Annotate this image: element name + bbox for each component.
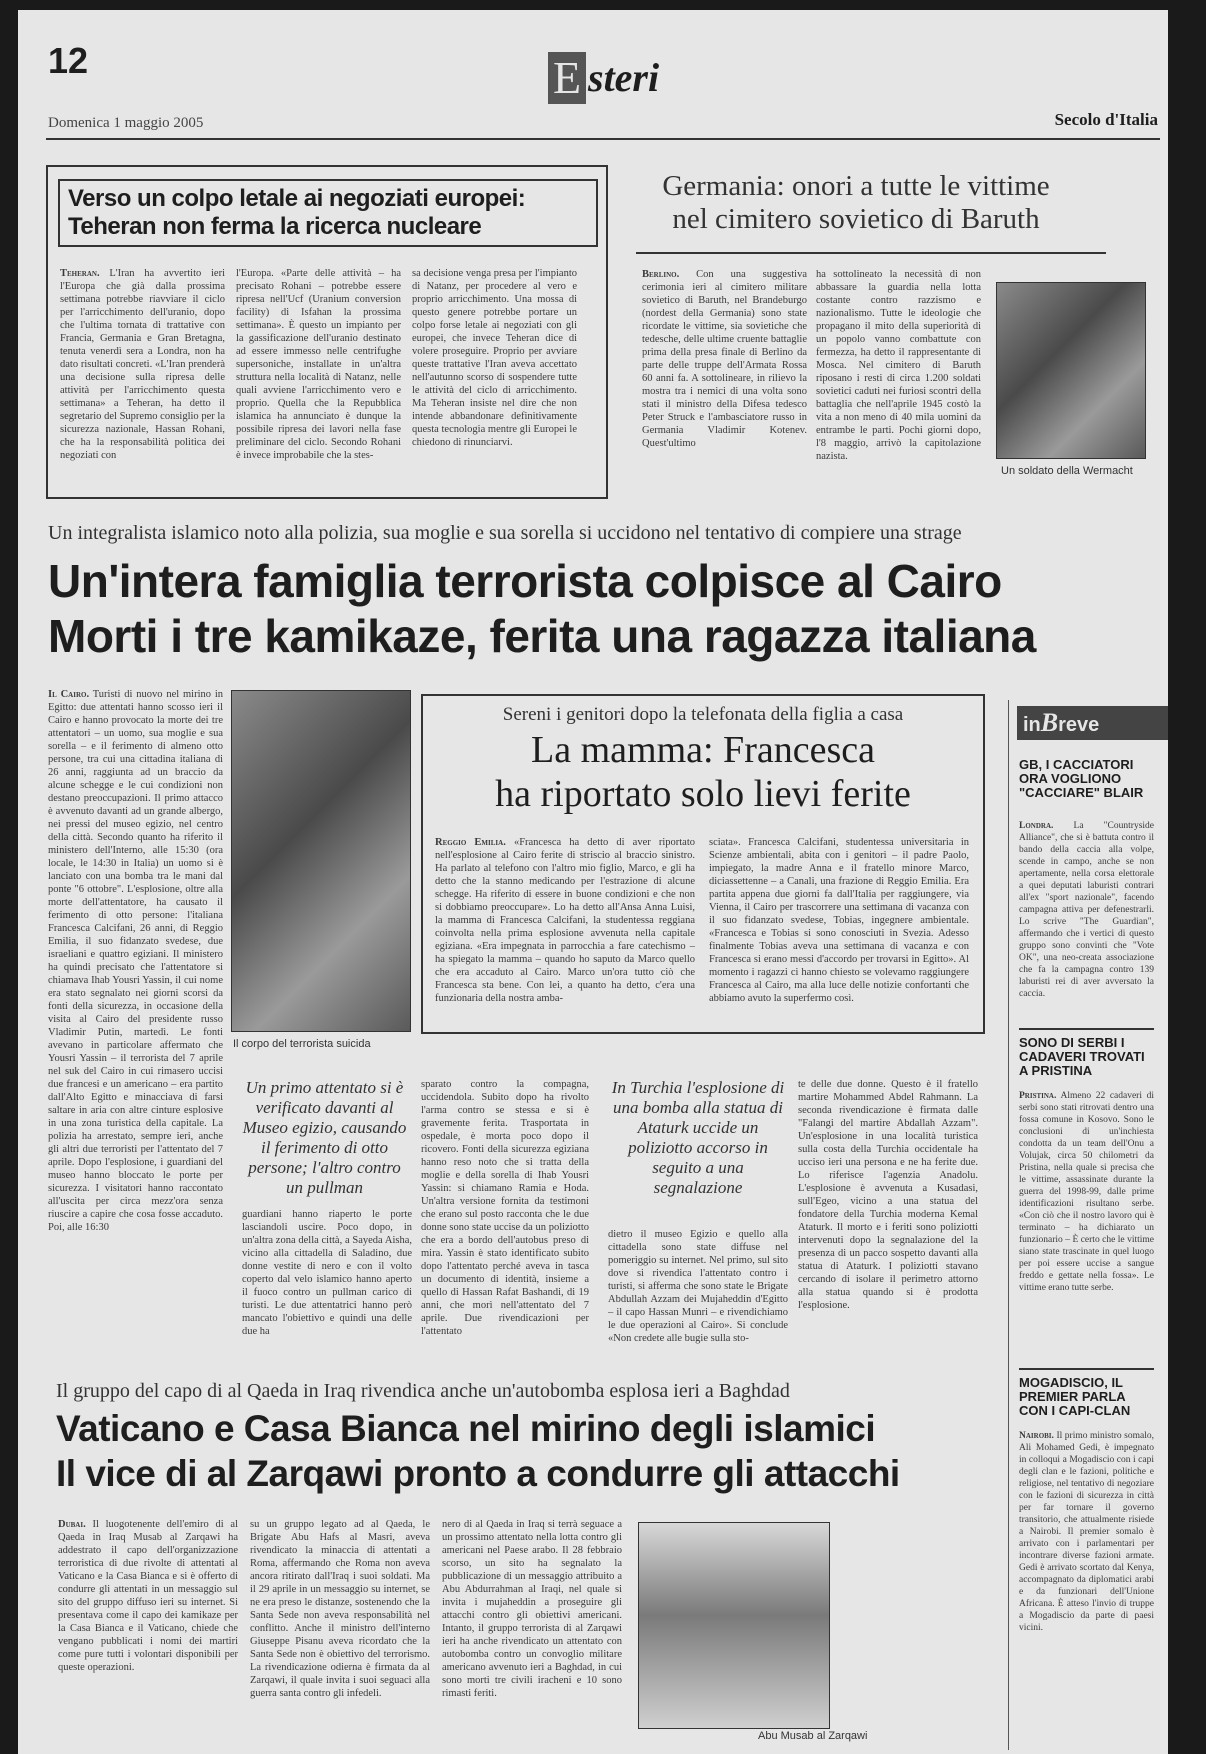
soldier-photo — [996, 282, 1146, 459]
cairo-dateline: Il Cairo. — [48, 689, 90, 700]
cairo-title-line2: Morti i tre kamikaze, ferita una ragazza italiana — [48, 610, 1036, 662]
brief-3-body: Il primo ministro somalo, Ali Mohamed Gedi, è impegnato in colloqui a Mogadiscio con i capi degli clan e le fazioni, politiche e religiose, nel tentativo di negoziare con le fazioni di sicurezza in città per far tornare il governo transitorio, che attualmente risiede a Nairobi. Il premier somalo è arrivato con i parlamentari per incontrare diverse fazioni armate. Gedi è arrivato scortato dal Kenya, accompagnato da diplomatici arabi e da funzionari dell'Unione Africana. È atteso l'invio di truppe a Mogadiscio da parte di paesi vicini. — [1019, 1431, 1154, 1633]
soldier-photo-caption: Un soldato della Wermacht — [1001, 465, 1133, 477]
germania-article — [616, 170, 1146, 495]
terrorist-photo-caption: Il corpo del terrorista suicida — [233, 1038, 371, 1050]
cairo-col-b: sparato contro la compagna, uccidendola. Subito dopo ha rivolto l'arma contro se stessa e si è gravemente ferita. Trasportata in ospedale, è morta poco dopo il ricovero. Fonti della sicurezza egiziana hanno reso noto che si tratta della moglie e della sorella di Ihab Yousri Yassin: si chiamano Ramia e Hoda. Un'altra versione fornita da testimoni che erano sul posto racconta che le due donne sono state uccise da un poliziotto che era a bordo dell'autobus preso di mira. Yassin è stato identificato subito dopo l'attentato perché aveva in tasca un documento di identità, insieme a quello di Hassan Rafat Bashandi, di 19 anni, che morì nell'attentato del 7 aprile. Due rivendicazioni per l'attentato — [421, 1079, 589, 1337]
zarqawi-col-3: nero di al Qaeda in Iraq si terrà seguace a un prossimo attentato nella lotta contro gli americani nel Paese arabo. Il 28 febbraio scorso, un sito ha segnalato la pubblicazione di un messaggio attribuito a Abu Abdurrahman al Iraqi, nel quale si invita i mujaheddin a proseguire gli attacchi contro gli obiettivi americani. Intanto, il gruppo terrorista di al Zarqawi ieri ha anche rivendicato un attentato con autobomba contro un convoglio militare americano avvenuto ieri a Baghdad, in cui sono morti tre civili iracheni e 10 sono rimasti feriti. — [442, 1519, 622, 1699]
section-logo-initial: E — [548, 52, 586, 104]
iran-col-1 — [60, 267, 225, 489]
newspaper-name: Secolo d'Italia — [1054, 110, 1158, 129]
francesca-kicker: Sereni i genitori dopo la telefonata della figlia a casa — [502, 704, 904, 725]
brief-2-text — [1019, 1090, 1154, 1360]
germania-title: Germania: onori a tutte le vittime nel cimitero sovietico di Baruth — [662, 170, 1050, 235]
cairo-col-1 — [48, 688, 223, 1348]
brief-1-dateline: Londra. — [1019, 821, 1054, 831]
briefs-logo-b: B — [1040, 708, 1059, 737]
zarqawi-col-1 — [58, 1518, 238, 1748]
cairo-col-c: dietro il museo Egizio e quello alla cittadella sono state diffuse nel pomeriggio su internet. Nel primo, sul sito dove si rivendica l'attentato contro i turisti, si afferma che sono state le Brigate Abdullah Azzam dei Mujaheddin d'Egitto – il capo Hassan Munri – e rivendichiamo le due operazioni al Cairo». Si conclude «Non credete alle bugie sulla sto- — [608, 1229, 788, 1344]
brief-divider-2 — [1019, 1368, 1154, 1370]
briefs-logo — [1017, 706, 1168, 740]
zarqawi-text-1: Il luogotenente dell'emiro di al Qaeda in Iraq Musab al Zarqawi ha addestrato il capo dell'organizzazione terroristica di due rivolte di attentati al Vaticano e la Casa Bianca e si è offerto di condurre gli attentati in un messaggio sul sito del gruppo diffuso ieri su internet. Si presentava come il capo dei kamikaze per la Casa Bianca e il Vaticano, chiede che vengano pubblicati i nomi dei martiri come pure tutti i volontari disponibili per queste operazioni. — [58, 1519, 238, 1673]
germania-text-1: Con una suggestiva cerimonia ieri al cimitero militare sovietico di Baruth, nel Brandeburgo (nordest della Germania) sono state ricordate le vittime, sia sovietiche che tedesche, delle ultime cruente battaglie prima della presa finale di Berlino da parte delle truppe dell'Armata Rossa 60 anni fa. A sottolineare, in rilievo la mostra tra i nemici di una volta sono stati il ministro della Difesa tedesco Peter Struck e l'ambasciatore russo in Germania Vladimir Kotenev. Quest'ultimo — [642, 269, 807, 449]
brief-1-text — [1019, 820, 1154, 1020]
zarqawi-kicker: Il gruppo del capo di al Qaeda in Iraq rivendica anche un'autobomba esplosa ieri a Baghdad — [56, 1380, 790, 1402]
cairo-col-d: te delle due donne. Questo è il fratello martire Mohammed Abdel Rahmann. La seconda rivendicazione è firmata dalle "Falangi del martire Abdallah Azzam". Un'esplosione in una località turistica sulla costa della Turchia occidentale ha ucciso ieri una persona e ne ha ferite due. Lo riferisce l'agenzia Anadolu. L'esplosione è avvenuta a Kusadasi, sull'Egeo, vicino a una statua del fondatore della Turchia moderna Kemal Ataturk. Il morto e i feriti sono poliziotti intervenuti dopo la segnalazione del la presenza di un pacco sospetto davanti alla statua di Ataturk. I poliziotti stavano cercando di isolare il perimetro attorno alla statua quando si è prodotta l'esplosione. — [798, 1079, 978, 1311]
brief-2-body: Almeno 22 cadaveri di serbi sono stati ritrovati dentro una fossa comune in Kosovo. Sono le conclusioni di un'inchiesta condotta da un team dell'Onu a Volujak, circa 50 chilometri da Pristina, nella quale si precisa che le vittime, assassinate durante la guerra del 1998-99, dalle prime identificazioni risultano serbe. «Con ciò che il nostro lavoro qui è terminato – ha dichiarato un funzionario – È certo che le vittime siano state trascinate in quel luogo per poi essere uccise a sangue freddo e gettate nella fossa». Le vittime erano tutte serbe. — [1019, 1091, 1154, 1293]
zarqawi-dateline: Dubai. — [58, 1519, 86, 1530]
francesca-text-1: «Francesca ha detto di aver riportato nell'esplosione al Cairo ferite di striscio al braccio sinistro. Ha parlato al telefono con l'altro mio figlio, Marco, e gli ha detto che la stanno medicando per l'estrazione di alcune schegge. Ha riferito di essere in buone condizioni e che non si dobbiamo preoccupare». Lo ha detto all'Ansa Anna Luisi, la mamma di Francesca Calcifani, la studentessa reggiana coinvolta nella prima esplosione avvenuta nella capitale egiziana. «Era impegnata in parrocchia a fare catechismo – ha spiegato la mamma – quando ho saputo da Marco quello che era accaduto al Cairo. Marco un'ora tutto ciò che Francesca sta bene. Con lei, a quanto ha detto, c'era una funzionaria della nostra amba- — [435, 837, 695, 1004]
terrorist-photo — [231, 690, 411, 1032]
newspaper-page — [18, 10, 1168, 1754]
zarqawi-col-2: su un gruppo legato ad al Qaeda, le Brigate Abu Hafs al Masri, aveva rivendicato la minaccia di attentati a Roma, affermando che Roma non aveva ancora ritirato dall'Iraq i suoi soldati. Ma il 29 aprile in un messaggio su internet, se ne era preso le distanze, sostenendo che la Santa Sede non aveva responsabilità nel conflitto. Anche il ministro dell'interno Giuseppe Pisanu aveva ricordato che la Santa Sede non è obiettivo del terrorismo. La rivendicazione odierna è firmata da al Zarqawi, il quale invita i suoi seguaci alla guerra santa contro gli infedeli. — [250, 1519, 430, 1699]
page-number: 12 — [48, 40, 89, 81]
germania-col-1 — [642, 268, 807, 488]
iran-article — [46, 165, 608, 499]
zarqawi-title-line1: Vaticano e Casa Bianca nel mirino degli islamici — [56, 1408, 876, 1449]
iran-col-3: sa decisione venga presa per l'impianto di Natanz, per procedere al vero e proprio arricchimento. Una mossa di questo genere potrebbe portare un colpo forse letale ai negoziati con gli europei, che invece Teheran dice di volere proseguire. Proprio per avviare queste trattative l'Iran aveva accettato nell'autunno scorso di sospendere tutte le attività del ciclo di arricchimento. Ma Teheran insiste nel dire che non intende abbandonare definitivamente questa tecnologia mentre gli Europei le chiedono di rinunciarvi. — [412, 268, 577, 448]
cairo-kicker: Un integralista islamico noto alla polizia, sua moglie e sua sorella si uccidono nel tentativo di compiere una strage — [48, 522, 962, 544]
zarqawi-title-line2: Il vice di al Zarqawi pronto a condurre gli attacchi — [56, 1453, 900, 1494]
germania-col-2: ha sottolineato la necessità di non abbassare la guardia nella lotta costante contro razzismo e nazionalismo. Tutte le ideologie che propagano il mito della superiorità di un popolo vanno combattute con fermezza, ha detto il rappresentante di Mosca. Nel cimitero di Baruth riposano i resti di circa 1.200 soldati sovietici caduti nei furiosi scontri della battaglia che nell'aprile 1945 costò la vita a non meno di 40 mila uomini da entrambe le parti. Pochi giorni dopo, l'8 maggio, arrivò la capitolazione nazista. — [816, 269, 981, 462]
brief-3-text — [1019, 1430, 1154, 1740]
zarqawi-photo — [638, 1522, 830, 1729]
cairo-col-a: guardiani hanno riaperto le porte lasciandoli uscire. Poco dopo, in un'altra zona della città, a Sayeda Aisha, vicino alla cittadella di Saladino, due donne vestite di nero e con il volto coperto dal velo islamico hanno aperto il fuoco contro un pullman carico di turisti. Le due attentatrici hanno però mancato l'obiettivo e quindi una delle due ha — [242, 1209, 412, 1337]
cairo-text-1: Turisti di nuovo nel mirino in Egitto: due attentati hanno scosso ieri il Cairo e hanno provocato la morte dei tre attentatori – un uomo, sua moglie e sua sorella – e il ferimento di almeno otto persone, tra cui una cittadina italiana di 26 anni, raggiunta ad un braccio da alcune schegge e le cui condizioni non destano preoccupazioni. Il primo attacco è avvenuto davanti ad un grande albergo, nei pressi del museo egizio, nel centro della città. Secondo quanto ha riferito il ministero dell'Interno, alle 15:30 (ora locale, le 14:30 in Italia) un uomo si è lanciato con una bomba tra le mani dal ponte "6 ottobre". L'esplosione, oltre alla morte dell'attentatore, ha causato il ferimento di otto persone: l'italiana Francesca Calcifani, 26 anni, di Reggio Emilia, il suo fidanzato svedese, due israeliani e quattro egiziani. Il ministero ha quindi precisato che l'attentatore si chiamava Ihab Yousri Yassin, il cui nome era stato segnalato nei giorni scorsi da fonti della sicurezza, in occasione della visita al Cairo del presidente russo Vladimir Putin, martedì. Le fonti avevano in particolare affermato che Yousri Yassin – il terrorista del 7 aprile nel suk del Cairo in cui rimasero uccisi due francesi e un americano – era partito dall'Alto Egitto e minacciava di farsi saltare in aria con altre cinture esplosive in una zona turistica della capitale. La polizia ha arrestato, sempre ieri, anche gli altri due terroristi per l'attentato del 7 aprile. Dopo l'esplosione, i guardiani del museo hanno bloccato le porte per sicurezza. I visitatori hanno raccontato all'uscita per circa mezz'ora senza riuscire a capire che cosa fosse accaduto. Poi, alle 16:30 — [48, 689, 223, 1233]
brief-3-title: MOGADISCIO, IL PREMIER PARLA CON I CAPI-CLAN — [1019, 1375, 1131, 1418]
francesca-title-line2: ha riportato solo lievi ferite — [495, 773, 911, 815]
header-rule — [46, 138, 1160, 140]
cairo-quote-2: In Turchia l'esplosione di una bomba alla statua di Ataturk uccide un poliziotto accorso in seguito a una segnalazione — [611, 1078, 785, 1197]
francesca-dateline: Reggio Emilia. — [435, 837, 506, 848]
zarqawi-photo-caption: Abu Musab al Zarqawi — [758, 1730, 868, 1742]
iran-text-1: L'Iran ha avvertito ieri l'Europa che già dalla prossima settimana potrebbe riavviare il ciclo per l'arricchimento dell'uranio, dopo che l'ultima tornata di trattative con Francia, Germania e Gran Bretagna, tenuta venerdì sera a Londra, non ha dato risultati concreti. «L'Iran prenderà una decisione sulla ripresa delle attività per l'arricchimento questa settimana» a Teheran, ha detto il segretario del Supremo consiglio per la sicurezza nazionale, Hassan Rohani, che ha la responsabilità politica dei negoziati con — [60, 268, 225, 461]
francesca-article — [421, 694, 985, 1034]
brief-1-body: La "Countryside Alliance", che si è battuta contro il bando della caccia alla volpe, scende in campo, anche se non apertamente, nella corsa elettorale a quei deputati laburisti contrari all'ex "sport nazionale", facendo campagna attiva per defenestrarli. Lo scrive "The Guardian", affermando che i vertici di questo gruppo sono convinti che "Vote OK", una neo-creata associazione che fa la campagna contro 139 laburisti rei di aver avversato la caccia. — [1019, 821, 1154, 999]
iran-dateline: Teheran. — [60, 268, 100, 279]
briefs-logo-in: in — [1023, 714, 1041, 736]
issue-date: Domenica 1 maggio 2005 — [48, 115, 204, 131]
section-logo-text: steri — [588, 55, 660, 100]
francesca-title-line1: La mamma: Francesca — [531, 729, 875, 771]
francesca-col-1 — [435, 836, 695, 1024]
brief-divider-1 — [1019, 1028, 1154, 1030]
briefs-sidebar — [1008, 700, 1159, 1750]
brief-1-title: GB, I CACCIATORI ORA VOGLIONO "CACCIARE" BLAIR — [1019, 757, 1144, 800]
cairo-title-line1: Un'intera famiglia terrorista colpisce al Cairo — [48, 555, 1002, 607]
iran-title-box — [58, 179, 598, 247]
briefs-logo-rest: reve — [1058, 714, 1100, 736]
brief-3-dateline: Nairobi. — [1019, 1431, 1054, 1441]
brief-2-dateline: Pristina. — [1019, 1091, 1057, 1101]
brief-2-title: SONO DI SERBI I CADAVERI TROVATI A PRISTINA — [1019, 1035, 1145, 1078]
germania-dateline: Berlino. — [642, 269, 680, 280]
iran-title-line2: Teheran non ferma la ricerca nucleare — [68, 213, 482, 240]
iran-title-line1: Verso un colpo letale ai negoziati europei: — [68, 185, 526, 212]
germania-title-rule — [636, 252, 1106, 254]
cairo-quote-1: Un primo attentato si è verificato davanti al Museo egizio, causando il ferimento di otto persone; l'altro contro un pullman — [242, 1078, 407, 1197]
section-logo — [548, 42, 708, 112]
iran-col-2: l'Europa. «Parte delle attività – ha precisato Rohani – potrebbe essere ripresa nell'Ucf (Uranium conversion facility) di Isfahan la prossima settimana». È questo un impianto per la gassificazione dell'uranio destinato ad essere immesso nelle centrifughe supersoniche, installate in un'altra struttura nella località di Natanz, nelle quali avviene l'arricchimento vero e proprio. Quella che la Repubblica islamica ha annunciato è dunque la possibile ripresa dei lavori nella fase preliminare del ciclo. Secondo Rohani è invece improbabile che la stes- — [236, 268, 401, 461]
francesca-col-2: sciata». Francesca Calcifani, studentessa universitaria in Scienze ambientali, abita con i genitori – il padre Paolo, impiegato, la madre Anna e il fratello minore Marco, diciassettenne – a Canali, una frazione di Reggio Emilia. Era partita appena due giorni fa dall'Italia per raggiungere, via Vienna, il Cairo per trascorrere una settimana di vacanza con il suo fidanzato svedese, Tobias, ingegnere ambientale. «Francesca e Tobias si sono conosciuti in Svezia. Adesso finalmente Tobias aveva una settimana di vacanza e con Francesca si erano messi d'accordo per trovarsi in Egitto». Al momento i ragazzi ci hanno chiesto se volevamo raggiungere Francesca al Cairo, ma alla luce delle notizie confortanti che abbiamo avuto la superfermo così. — [709, 837, 969, 1004]
